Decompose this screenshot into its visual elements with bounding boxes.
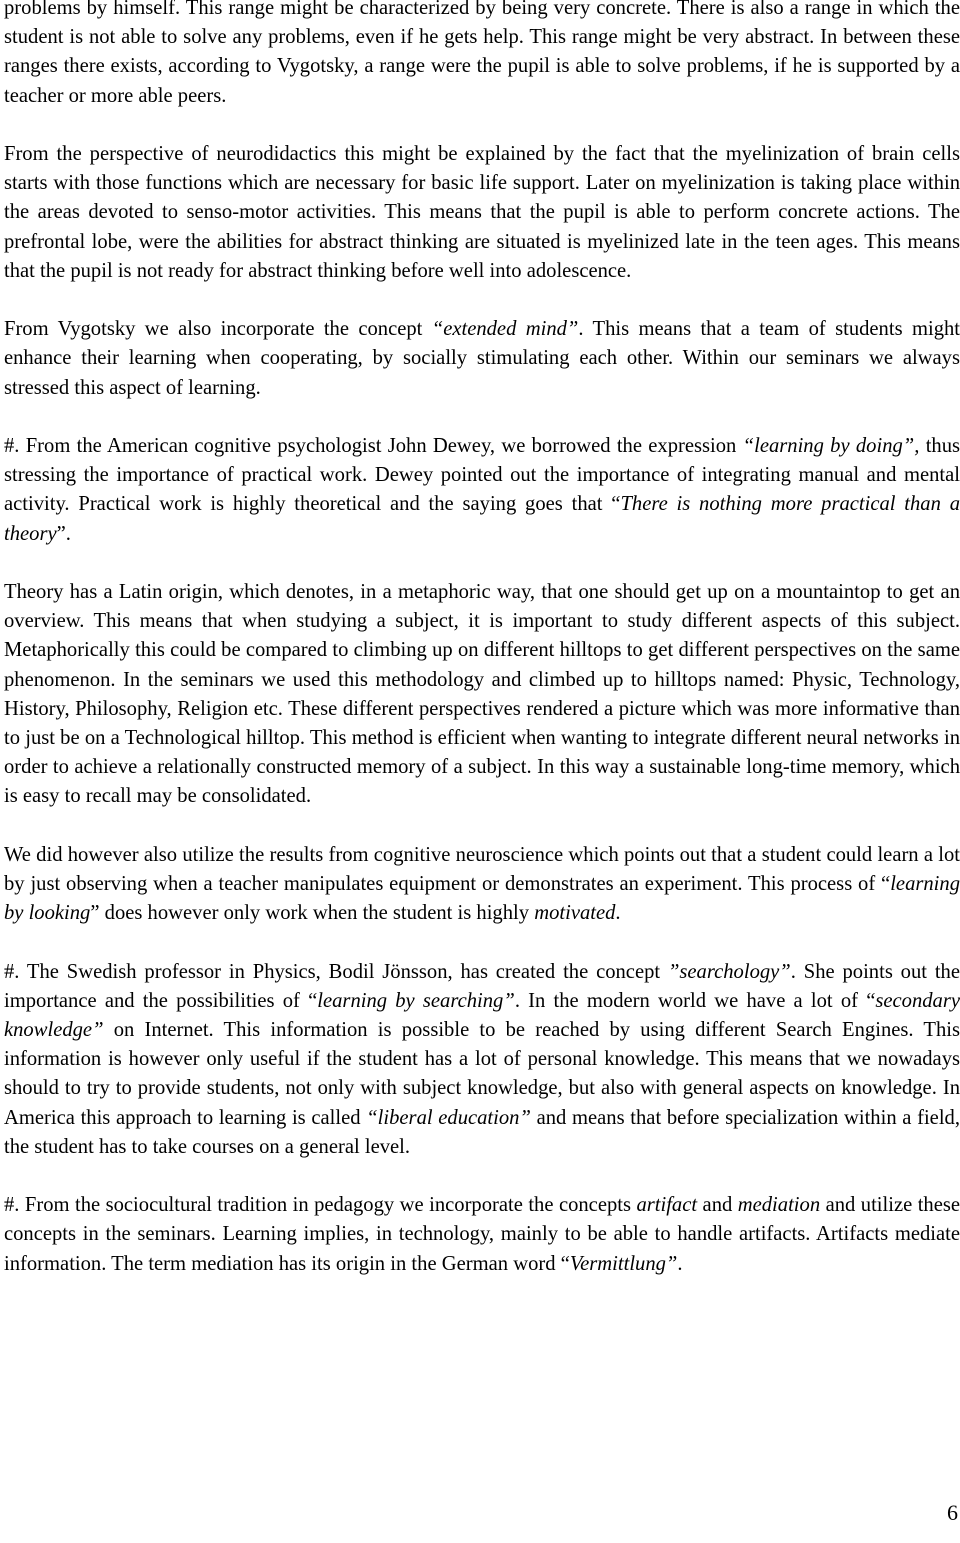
paragraph-neurodidactics xyxy=(4,140,960,286)
text-run: From the perspective of neurodidactics this might be explained by the fact that the myelinization of brain cells starts with those functions which are necessary for basic life support. Later on myelinization is taking place within the areas devoted to senso-motor activities. This means that the pupil is able to perform concrete actions. The prefrontal lobe, were the abilities for abstract thinking are situated is myelinized late in the teen ages. This means that the pupil is not ready for abstract thinking before well into adolescence. xyxy=(4,143,960,282)
body-text xyxy=(4,0,960,1279)
text-run: #. The Swedish professor in Physics, Bodil Jönsson, has created the concept xyxy=(4,960,668,983)
paragraph-vygotsky-ranges xyxy=(4,0,960,111)
text-run: on Internet. This information is possible to be reached by using different Search Engines. This information is however only useful if the student has a lot of personal knowledge. This means that we nowadays should to try to provide students, not only with subject knowledge, but also with general aspects on knowledge. In America this approach to learning is called xyxy=(4,1019,960,1129)
paragraph-theory-origin xyxy=(4,578,960,812)
text-run: . She points out the importance and the possibilities of “ xyxy=(4,960,960,1012)
paragraph-dewey xyxy=(4,432,960,549)
emphasis-text: learning by looking xyxy=(4,873,960,925)
text-run: Theory has a Latin origin, which denotes, in a metaphoric way, that one should get up on a mountaintop to get an overview. This means that when studying a subject, it is important to study different aspects of this subject. Metaphorically this could be compared to climbing up on different hilltops to get different perspectives on the same phenomenon. In the seminars we used this methodology and climbed up to hilltops named: Physic, Technology, History, Philosophy, Religion etc. These different perspectives rendered a picture which was more informative than to just be on a Technological hilltop. This method is efficient when wanting to integrate different neural networks in order to achieve a relationally constructed memory of a subject. In this way a sustainable long-time memory, which is easy to recall may be consolidated. xyxy=(4,581,960,808)
text-run: . This means that a team of students might enhance their learning when cooperating, by socially stimulating each other. Within our seminars we always stressed this aspect of learning. xyxy=(4,318,960,399)
paragraph-learning-by-looking xyxy=(4,841,960,929)
text-run: ”. xyxy=(56,522,71,545)
emphasis-text: There is nothing more practical than a theory xyxy=(4,493,960,545)
emphasis-text: ”searchology” xyxy=(667,960,791,983)
text-run: From Vygotsky we also incorporate the concept xyxy=(4,318,432,341)
text-run: and xyxy=(697,1194,738,1217)
text-run: . In the modern world we have a lot of “ xyxy=(514,989,876,1012)
paragraph-extended-mind xyxy=(4,315,960,403)
emphasis-text: “extended mind” xyxy=(431,318,579,341)
emphasis-text: Vermittlung” xyxy=(569,1252,678,1275)
emphasis-text: motivated xyxy=(534,902,616,925)
emphasis-text: learning by searching” xyxy=(317,989,515,1012)
text-run: We did however also utilize the results from cognitive neuroscience which points out that a student could learn a lot by just observing when a teacher manipulates equipment or demonstrates an experiment. This process of “ xyxy=(4,843,960,896)
text-run: . xyxy=(677,1252,683,1275)
emphasis-text: “learning by doing”, xyxy=(742,435,920,457)
text-run: thus stressing the importance of practical work. Dewey pointed out the importance of integrating manual and mental activity. Practical work is highly theoretical and the saying goes that “ xyxy=(4,435,960,516)
text-run: #. From the American cognitive psychologist John Dewey, we borrowed the expression xyxy=(4,435,743,457)
text-run: and utilize these concepts in the seminars. Learning implies, in technology, mainly to be able to handle artifacts. Artifacts mediate information. The term mediation has its origin in the German word “ xyxy=(4,1194,960,1275)
text-run: problems by himself. This range might be characterized by being very concrete. There is also a range in which the student is not able to solve any problems, even if he gets help. This range might be very abstract. In between these ranges there exists, according to Vygotsky, a range were the pupil is able to solve problems, if he is supported by a teacher or more able peers. xyxy=(4,0,960,107)
text-run: #. From the sociocultural tradition in pedagogy we incorporate the concepts xyxy=(4,1194,637,1217)
emphasis-text: “liberal education” xyxy=(366,1106,531,1129)
text-run: ” does however only work when the student is highly xyxy=(90,902,535,925)
emphasis-text: artifact xyxy=(636,1194,698,1217)
text-run: . xyxy=(615,902,621,925)
text-run: and means that before specialization within a field, the student has to take courses on a general level. xyxy=(4,1106,960,1158)
paragraph-sociocultural xyxy=(4,1191,960,1279)
page-number: 6 xyxy=(947,1500,958,1525)
emphasis-text: mediation xyxy=(737,1194,821,1217)
paragraph-searchology xyxy=(4,958,960,1162)
emphasis-text: secondary knowledge” xyxy=(4,989,960,1042)
